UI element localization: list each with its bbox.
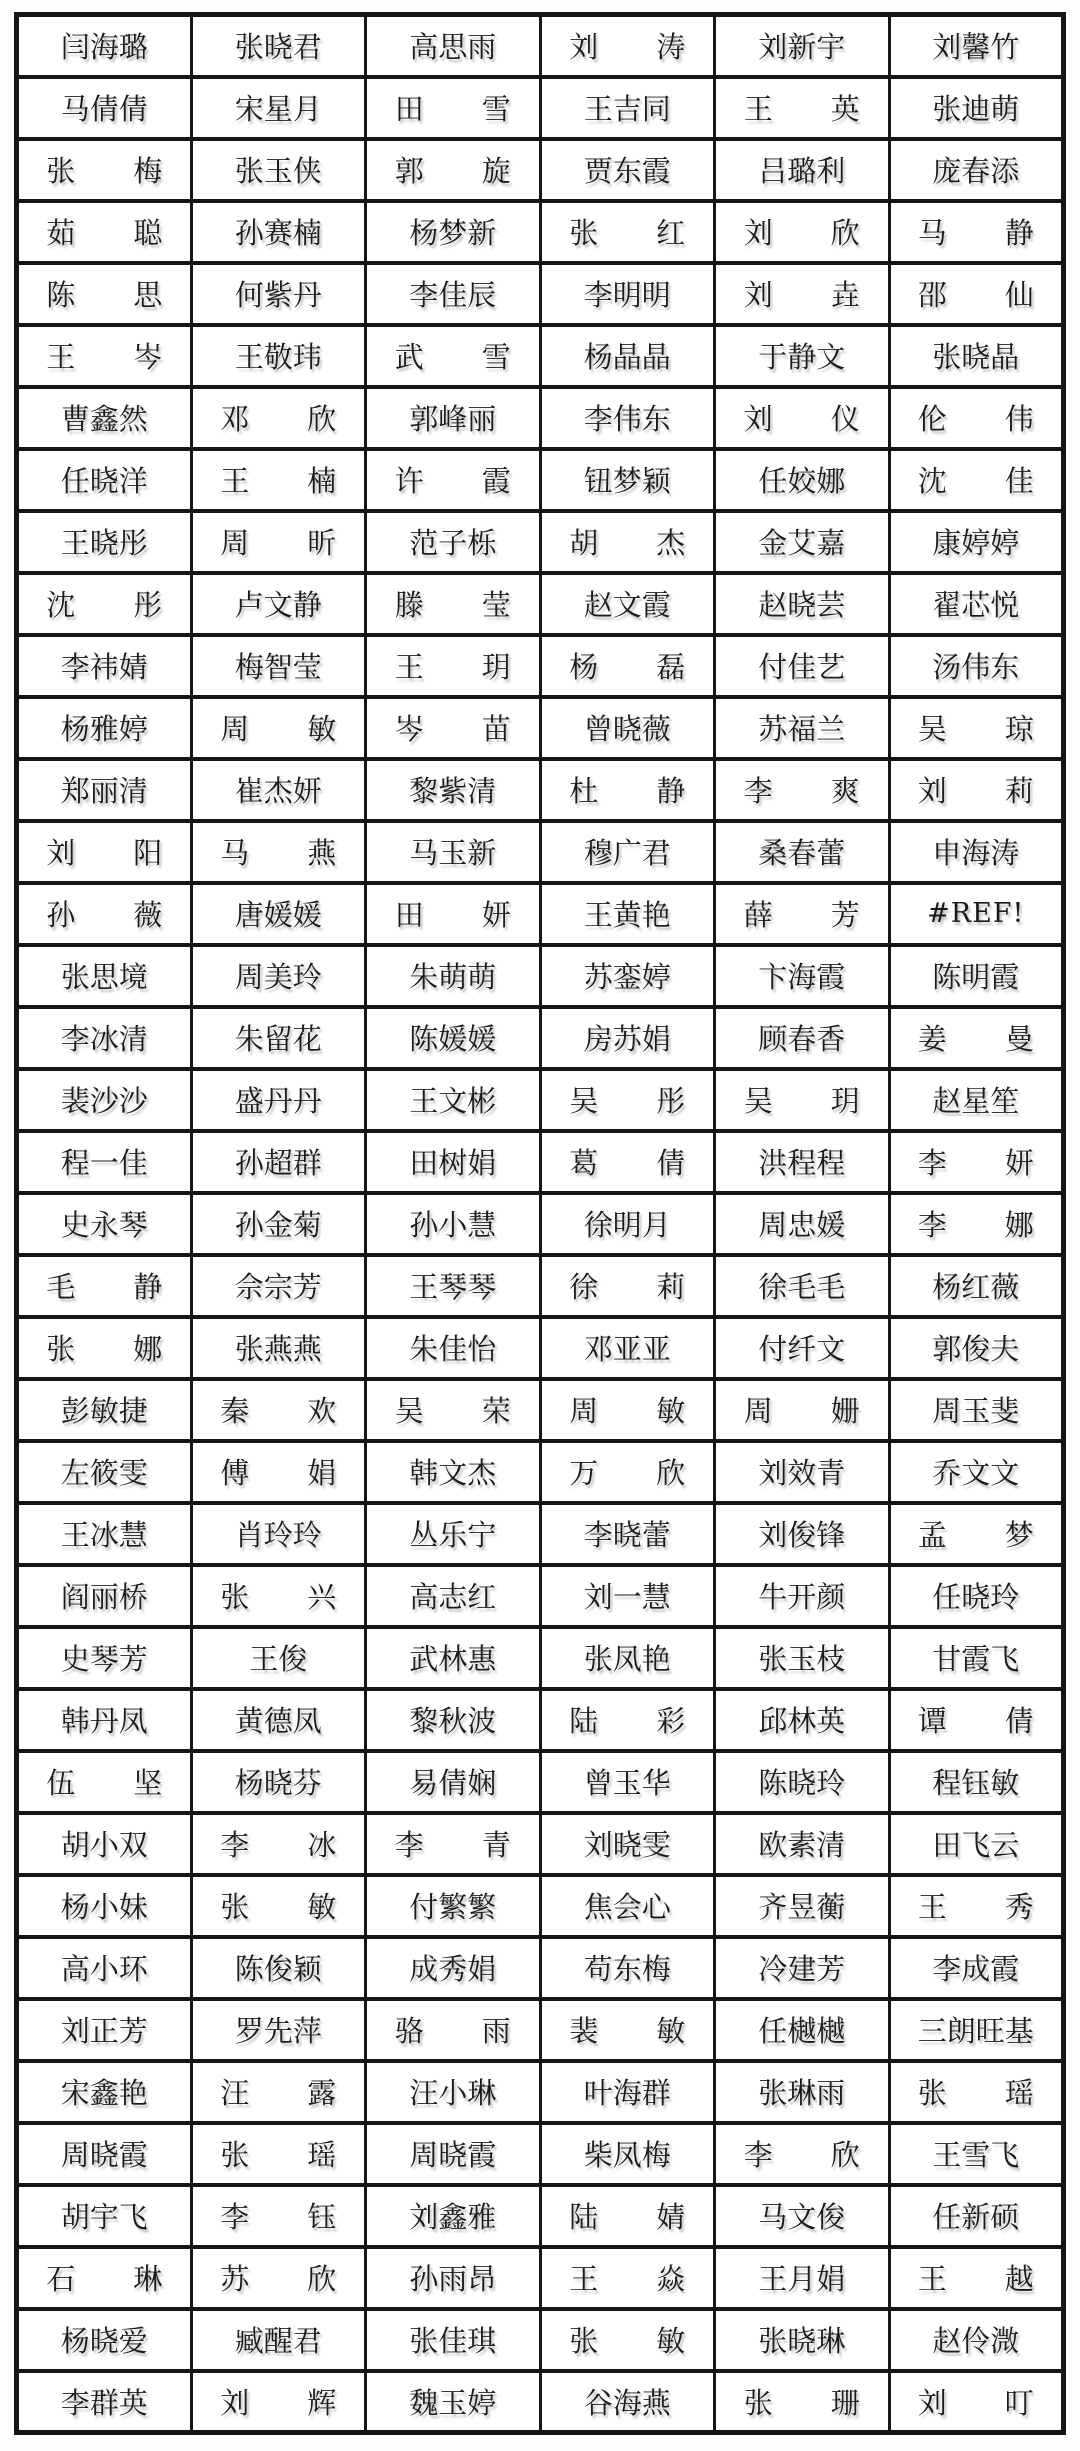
table-row	[17, 387, 1064, 449]
name-cell: 李晓蕾	[540, 1503, 715, 1565]
name-cell: 陆 婧	[540, 2185, 715, 2247]
name-cell: 程一佳	[17, 1131, 192, 1193]
table-row	[17, 2371, 1064, 2433]
name-cell: 李冰清	[17, 1007, 192, 1069]
name-cell: 李伟东	[540, 387, 715, 449]
name-cell: 裴 敏	[540, 1999, 715, 2061]
name-cell: 张 兴	[191, 1565, 366, 1627]
name-cell: 伍 坚	[17, 1751, 192, 1813]
name-cell: 杨小妹	[17, 1875, 192, 1937]
name-cell: 毛 静	[17, 1255, 192, 1317]
name-cell: 王 英	[715, 77, 890, 139]
name-cell: 邵 仙	[889, 263, 1064, 325]
name-cell: 付繁繁	[366, 1875, 541, 1937]
name-cell: 穆广君	[540, 821, 715, 883]
name-cell: 付纤文	[715, 1317, 890, 1379]
name-cell: 阎丽桥	[17, 1565, 192, 1627]
name-cell: 王黄艳	[540, 883, 715, 945]
name-cell: 肖玲玲	[191, 1503, 366, 1565]
table-row	[17, 15, 1064, 77]
name-cell: 刘 仪	[715, 387, 890, 449]
name-cell: 康婷婷	[889, 511, 1064, 573]
name-cell: 骆 雨	[366, 1999, 541, 2061]
name-cell: 刘 涛	[540, 15, 715, 77]
name-cell: 曹鑫然	[17, 387, 192, 449]
name-cell: 高思雨	[366, 15, 541, 77]
table-row	[17, 2123, 1064, 2185]
name-cell: 李 冰	[191, 1813, 366, 1875]
name-cell: 杨晓芬	[191, 1751, 366, 1813]
table-row	[17, 1689, 1064, 1751]
table-row	[17, 511, 1064, 573]
name-cell: 邓亚亚	[540, 1317, 715, 1379]
table-row	[17, 1193, 1064, 1255]
name-cell: 钮梦颖	[540, 449, 715, 511]
name-cell: 郑丽清	[17, 759, 192, 821]
name-cell: 王晓彤	[17, 511, 192, 573]
ref-error-cell: #REF!	[889, 883, 1064, 945]
name-cell: 牛开颜	[715, 1565, 890, 1627]
name-cell: 郭 旋	[366, 139, 541, 201]
name-cell: 周 昕	[191, 511, 366, 573]
name-cell: 周晓霞	[366, 2123, 541, 2185]
name-cell: 邓 欣	[191, 387, 366, 449]
name-cell: 张 敏	[540, 2309, 715, 2371]
name-cell: 田 妍	[366, 883, 541, 945]
name-cell: 刘俊锋	[715, 1503, 890, 1565]
name-cell: 王冰慧	[17, 1503, 192, 1565]
table-row	[17, 139, 1064, 201]
name-cell: 韩文杰	[366, 1441, 541, 1503]
name-cell: 马文俊	[715, 2185, 890, 2247]
table-row	[17, 1565, 1064, 1627]
name-cell: 沈 佳	[889, 449, 1064, 511]
name-cell: 郭俊夫	[889, 1317, 1064, 1379]
name-cell: 王琴琴	[366, 1255, 541, 1317]
name-cell: 胡宇飞	[17, 2185, 192, 2247]
name-cell: 王俊	[191, 1627, 366, 1689]
table-row	[17, 2061, 1064, 2123]
name-cell: 陈媛媛	[366, 1007, 541, 1069]
name-cell: 薛 芳	[715, 883, 890, 945]
name-cell: 王文彬	[366, 1069, 541, 1131]
name-cell: 杨雅婷	[17, 697, 192, 759]
name-cell: 张 红	[540, 201, 715, 263]
name-cell: 周 敏	[540, 1379, 715, 1441]
names-table	[14, 12, 1066, 2435]
name-cell: 刘 垚	[715, 263, 890, 325]
name-cell: 茹 聪	[17, 201, 192, 263]
name-cell: 佘宗芳	[191, 1255, 366, 1317]
name-cell: 伦 伟	[889, 387, 1064, 449]
name-cell: 张凤艳	[540, 1627, 715, 1689]
name-cell: 张晓君	[191, 15, 366, 77]
name-cell: 汪小琳	[366, 2061, 541, 2123]
table-row	[17, 1751, 1064, 1813]
table-row	[17, 759, 1064, 821]
name-cell: 桑春蕾	[715, 821, 890, 883]
name-cell: 王敬玮	[191, 325, 366, 387]
name-cell: 周 敏	[191, 697, 366, 759]
name-cell: 朱萌萌	[366, 945, 541, 1007]
name-cell: 成秀娟	[366, 1937, 541, 1999]
name-cell: 谭 倩	[889, 1689, 1064, 1751]
table-row	[17, 1255, 1064, 1317]
name-cell: 王吉同	[540, 77, 715, 139]
name-cell: 唐媛媛	[191, 883, 366, 945]
name-cell: 李 欣	[715, 2123, 890, 2185]
name-cell: 罗先萍	[191, 1999, 366, 2061]
table-row	[17, 263, 1064, 325]
name-cell: 马倩倩	[17, 77, 192, 139]
name-cell: 程钰敏	[889, 1751, 1064, 1813]
name-cell: 焦会心	[540, 1875, 715, 1937]
name-cell: 田树娟	[366, 1131, 541, 1193]
table-row	[17, 821, 1064, 883]
table-row	[17, 1131, 1064, 1193]
name-cell: 杨晓爱	[17, 2309, 192, 2371]
name-cell: 孙金菊	[191, 1193, 366, 1255]
name-cell: 王雪飞	[889, 2123, 1064, 2185]
name-cell: 梅智莹	[191, 635, 366, 697]
name-cell: 陈晓玲	[715, 1751, 890, 1813]
name-cell: 张 梅	[17, 139, 192, 201]
table-row	[17, 1069, 1064, 1131]
name-cell: 胡小双	[17, 1813, 192, 1875]
name-cell: 孙超群	[191, 1131, 366, 1193]
name-cell: 赵星笙	[889, 1069, 1064, 1131]
name-cell: 陆 彩	[540, 1689, 715, 1751]
name-cell: 岑 苗	[366, 697, 541, 759]
name-cell: 洪程程	[715, 1131, 890, 1193]
name-cell: 田飞云	[889, 1813, 1064, 1875]
name-cell: 吴 荣	[366, 1379, 541, 1441]
name-cell: 汪 露	[191, 2061, 366, 2123]
name-cell: 李 妍	[889, 1131, 1064, 1193]
name-cell: 赵伶溦	[889, 2309, 1064, 2371]
name-cell: 张玉枝	[715, 1627, 890, 1689]
table-row	[17, 635, 1064, 697]
name-cell: 李佳辰	[366, 263, 541, 325]
name-cell: 赵文霞	[540, 573, 715, 635]
name-cell: 张 敏	[191, 1875, 366, 1937]
name-cell: 庞春添	[889, 139, 1064, 201]
name-cell: 柴凤梅	[540, 2123, 715, 2185]
name-cell: 曾晓薇	[540, 697, 715, 759]
name-cell: 卞海霞	[715, 945, 890, 1007]
name-cell: 翟芯悦	[889, 573, 1064, 635]
table-row	[17, 945, 1064, 1007]
name-cell: 李 娜	[889, 1193, 1064, 1255]
name-cell: 刘一慧	[540, 1565, 715, 1627]
name-cell: 乔文文	[889, 1441, 1064, 1503]
name-cell: 刘 欣	[715, 201, 890, 263]
name-cell: 张 珊	[715, 2371, 890, 2433]
name-cell: 姜 曼	[889, 1007, 1064, 1069]
name-cell: 裴沙沙	[17, 1069, 192, 1131]
name-cell: 韩丹凤	[17, 1689, 192, 1751]
name-cell: 史琴芳	[17, 1627, 192, 1689]
name-cell: 刘 莉	[889, 759, 1064, 821]
name-cell: 何紫丹	[191, 263, 366, 325]
name-cell: 丛乐宁	[366, 1503, 541, 1565]
name-cell: 周玉斐	[889, 1379, 1064, 1441]
table-row	[17, 449, 1064, 511]
name-cell: 刘鑫雅	[366, 2185, 541, 2247]
name-cell: 周晓霞	[17, 2123, 192, 2185]
name-cell: 范子栎	[366, 511, 541, 573]
name-cell: 沈 彤	[17, 573, 192, 635]
name-cell: 李 青	[366, 1813, 541, 1875]
name-cell: 魏玉婷	[366, 2371, 541, 2433]
name-cell: 易倩娴	[366, 1751, 541, 1813]
name-cell: 周美玲	[191, 945, 366, 1007]
name-cell: 李成霞	[889, 1937, 1064, 1999]
name-cell: 周忠媛	[715, 1193, 890, 1255]
name-cell: 黄德凤	[191, 1689, 366, 1751]
name-cell: 徐毛毛	[715, 1255, 890, 1317]
table-row	[17, 2185, 1064, 2247]
name-cell: 苟东梅	[540, 1937, 715, 1999]
name-cell: 张佳琪	[366, 2309, 541, 2371]
name-cell: 付佳艺	[715, 635, 890, 697]
table-row	[17, 2247, 1064, 2309]
name-cell: 陈明霞	[889, 945, 1064, 1007]
name-cell: 徐明月	[540, 1193, 715, 1255]
name-cell: 葛 倩	[540, 1131, 715, 1193]
name-cell: 刘晓雯	[540, 1813, 715, 1875]
name-cell: 苏福兰	[715, 697, 890, 759]
name-cell: 秦 欢	[191, 1379, 366, 1441]
name-cell: 刘馨竹	[889, 15, 1064, 77]
name-cell: 任姣娜	[715, 449, 890, 511]
table-row	[17, 1627, 1064, 1689]
name-cell: 马玉新	[366, 821, 541, 883]
name-cell: 武林惠	[366, 1627, 541, 1689]
table-row	[17, 1937, 1064, 1999]
name-cell: 傅 娟	[191, 1441, 366, 1503]
table-row	[17, 325, 1064, 387]
name-cell: 孙赛楠	[191, 201, 366, 263]
table-row	[17, 697, 1064, 759]
name-cell: 陈 思	[17, 263, 192, 325]
name-cell: 张晓琳	[715, 2309, 890, 2371]
name-cell: 王月娟	[715, 2247, 890, 2309]
name-cell: 黎秋波	[366, 1689, 541, 1751]
table-row	[17, 1317, 1064, 1379]
table-row	[17, 1999, 1064, 2061]
table-row	[17, 201, 1064, 263]
name-cell: 周 姗	[715, 1379, 890, 1441]
table-row	[17, 1875, 1064, 1937]
name-cell: 马 燕	[191, 821, 366, 883]
name-cell: 王 焱	[540, 2247, 715, 2309]
name-cell: 赵晓芸	[715, 573, 890, 635]
name-cell: 万 欣	[540, 1441, 715, 1503]
name-cell: 刘 阳	[17, 821, 192, 883]
name-cell: 杨晶晶	[540, 325, 715, 387]
table-row	[17, 77, 1064, 139]
table-row	[17, 2309, 1064, 2371]
name-cell: 张 瑶	[191, 2123, 366, 2185]
name-cell: 任晓玲	[889, 1565, 1064, 1627]
name-cell: 马 静	[889, 201, 1064, 263]
name-cell: 吕璐利	[715, 139, 890, 201]
name-cell: 张思境	[17, 945, 192, 1007]
name-cell: 张燕燕	[191, 1317, 366, 1379]
name-cell: 张晓晶	[889, 325, 1064, 387]
name-cell: 陈俊颖	[191, 1937, 366, 1999]
name-cell: 叶海群	[540, 2061, 715, 2123]
name-cell: 徐 莉	[540, 1255, 715, 1317]
table-row	[17, 1441, 1064, 1503]
name-cell: 李 爽	[715, 759, 890, 821]
name-cell: 闫海璐	[17, 15, 192, 77]
name-cell: 刘 辉	[191, 2371, 366, 2433]
name-cell: 崔杰妍	[191, 759, 366, 821]
table-row	[17, 1813, 1064, 1875]
name-cell: 杨梦新	[366, 201, 541, 263]
name-cell: 左筱雯	[17, 1441, 192, 1503]
name-cell: 金艾嘉	[715, 511, 890, 573]
name-cell: 谷海燕	[540, 2371, 715, 2433]
name-cell: 张 瑶	[889, 2061, 1064, 2123]
name-cell: 王 玥	[366, 635, 541, 697]
name-cell: 杨 磊	[540, 635, 715, 697]
name-cell: 李群英	[17, 2371, 192, 2433]
name-cell: 杜 静	[540, 759, 715, 821]
name-cell: 欧素清	[715, 1813, 890, 1875]
name-cell: 宋鑫艳	[17, 2061, 192, 2123]
name-cell: 臧醒君	[191, 2309, 366, 2371]
name-cell: 房苏娟	[540, 1007, 715, 1069]
name-cell: 石 琳	[17, 2247, 192, 2309]
table-row	[17, 1007, 1064, 1069]
name-cell: 武 雪	[366, 325, 541, 387]
name-cell: 卢文静	[191, 573, 366, 635]
name-cell: 李 钰	[191, 2185, 366, 2247]
name-cell: 任樾樾	[715, 1999, 890, 2061]
name-cell: 汤伟东	[889, 635, 1064, 697]
name-cell: 刘 叮	[889, 2371, 1064, 2433]
name-cell: 李祎婧	[17, 635, 192, 697]
name-cell: 苏銮婷	[540, 945, 715, 1007]
name-cell: 郭峰丽	[366, 387, 541, 449]
name-cell: 吴 玥	[715, 1069, 890, 1131]
table-row	[17, 573, 1064, 635]
name-cell: 曾玉华	[540, 1751, 715, 1813]
name-cell: 刘新宇	[715, 15, 890, 77]
name-cell: 任晓洋	[17, 449, 192, 511]
name-cell: 张 娜	[17, 1317, 192, 1379]
name-cell: 许 霞	[366, 449, 541, 511]
name-cell: 黎紫清	[366, 759, 541, 821]
name-cell: 张琳雨	[715, 2061, 890, 2123]
table-row	[17, 1503, 1064, 1565]
name-cell: 刘正芳	[17, 1999, 192, 2061]
name-cell: 贾东霞	[540, 139, 715, 201]
name-cell: 盛丹丹	[191, 1069, 366, 1131]
name-cell: 吴 彤	[540, 1069, 715, 1131]
name-cell: 冷建芳	[715, 1937, 890, 1999]
name-cell: 朱留花	[191, 1007, 366, 1069]
name-cell: 史永琴	[17, 1193, 192, 1255]
name-cell: 申海涛	[889, 821, 1064, 883]
name-cell: 滕 莹	[366, 573, 541, 635]
name-cell: 吴 琼	[889, 697, 1064, 759]
name-cell: 胡 杰	[540, 511, 715, 573]
name-cell: 高志红	[366, 1565, 541, 1627]
table-row	[17, 883, 1064, 945]
name-cell: 彭敏捷	[17, 1379, 192, 1441]
name-cell: 任新硕	[889, 2185, 1064, 2247]
name-cell: 高小环	[17, 1937, 192, 1999]
name-cell: 宋星月	[191, 77, 366, 139]
name-cell: 张迪萌	[889, 77, 1064, 139]
name-cell: 三朗旺基	[889, 1999, 1064, 2061]
names-table-body	[17, 15, 1064, 2433]
name-cell: 甘霞飞	[889, 1627, 1064, 1689]
name-cell: 孟 梦	[889, 1503, 1064, 1565]
table-row	[17, 1379, 1064, 1441]
name-cell: 孙小慧	[366, 1193, 541, 1255]
name-cell: 王 岑	[17, 325, 192, 387]
name-cell: 田 雪	[366, 77, 541, 139]
name-cell: 于静文	[715, 325, 890, 387]
name-cell: 王 楠	[191, 449, 366, 511]
name-cell: 李明明	[540, 263, 715, 325]
name-cell: 杨红薇	[889, 1255, 1064, 1317]
name-cell: 孙 薇	[17, 883, 192, 945]
name-cell: 刘效青	[715, 1441, 890, 1503]
name-cell: 王 秀	[889, 1875, 1064, 1937]
name-cell: 齐昱蘅	[715, 1875, 890, 1937]
name-cell: 顾春香	[715, 1007, 890, 1069]
name-cell: 王 越	[889, 2247, 1064, 2309]
name-cell: 邱林英	[715, 1689, 890, 1751]
name-cell: 孙雨昂	[366, 2247, 541, 2309]
name-cell: 张玉侠	[191, 139, 366, 201]
name-cell: 苏 欣	[191, 2247, 366, 2309]
name-cell: 朱佳怡	[366, 1317, 541, 1379]
